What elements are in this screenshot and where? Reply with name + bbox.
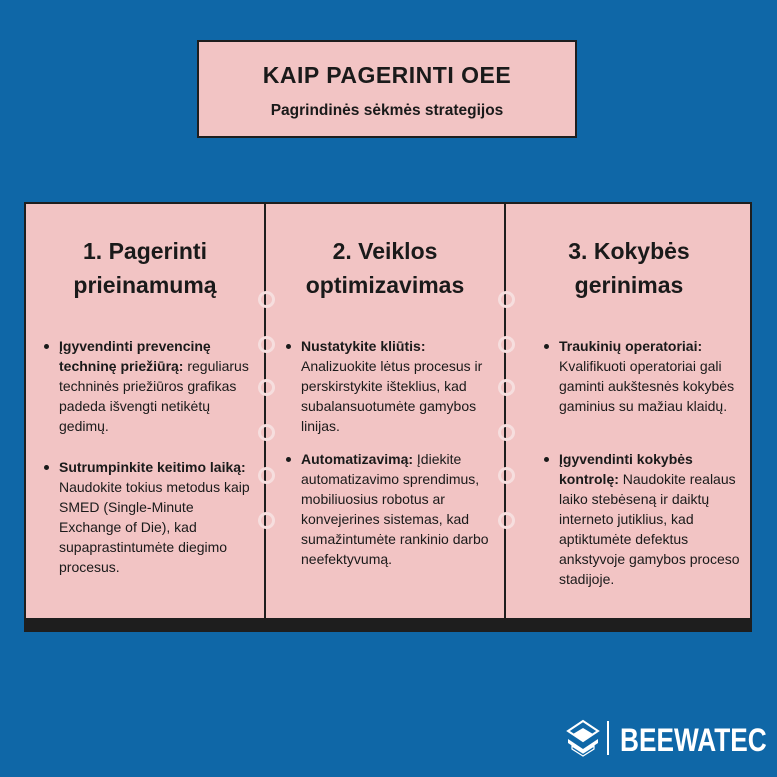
column-heading [506, 234, 752, 302]
column-heading [26, 234, 264, 302]
binder-ring-icon [258, 512, 275, 529]
binder-ring-icon [498, 291, 515, 308]
column-heading-line2: gerinimas [574, 272, 684, 298]
list-item [301, 449, 491, 569]
binder-ring-icon [258, 291, 275, 308]
bullet-list [59, 336, 255, 577]
list-item [559, 336, 741, 416]
column-heading-line2: prieinamumą [73, 272, 217, 298]
list-item-text: Naudokite tokius metodus kaip SMED (Single-Minute Exchange of Die), kad supaprastintumėte diegimo procesus. [59, 479, 250, 575]
binder-ring-icon [498, 467, 515, 484]
logo-divider [607, 721, 609, 755]
brand-name: BEEWATEC [620, 722, 767, 758]
bullet-list [559, 336, 741, 589]
column-heading-line1: 2. Veiklos [332, 238, 438, 264]
binder-ring-icon [498, 512, 515, 529]
binder-ring-icon [498, 336, 515, 353]
brand-logo [566, 717, 767, 761]
list-item [59, 336, 255, 436]
column-heading-line1: 1. Pagerinti [83, 238, 207, 264]
list-item-text: Kvalifikuoti operatoriai gali gaminti aukštesnės kokybės gaminius su mažiau klaidų. [559, 358, 735, 414]
binder-ring-icon [498, 379, 515, 396]
list-item [301, 336, 491, 436]
list-item-text: Analizuokite lėtus procesus ir perskirstykite išteklius, kad subalansuotumėte gamybos linijas. [301, 358, 483, 434]
list-item-bold: Nustatykite kliūtis: [301, 338, 426, 354]
binder-ring-icon [258, 467, 275, 484]
diamond-layers-icon [566, 719, 600, 759]
bullet-list [301, 336, 491, 569]
binder-ring-icon [258, 336, 275, 353]
binder-ring-icon [258, 424, 275, 441]
list-item-text: reguliarus techninės priežiūros grafikas padeda išvengti netikėtų gedimų. [59, 358, 249, 434]
column-heading [266, 234, 504, 302]
list-item-bold: Automatizavimą: [301, 451, 414, 467]
column-quality [506, 202, 752, 618]
panel-bottom-bar [24, 618, 752, 632]
page-title: KAIP PAGERINTI OEE [262, 62, 512, 88]
list-item-bold: Įgyvendinti prevencinę techninę priežiūrą: [59, 338, 211, 374]
column-operations [266, 202, 504, 618]
list-item-bold: Sutrumpinkite keitimo laiką: [59, 459, 246, 475]
column-heading-line1: 3. Kokybės [568, 238, 690, 264]
list-item [59, 457, 255, 577]
column-heading-line2: optimizavimas [305, 272, 465, 298]
column-availability [26, 202, 264, 618]
title-box [197, 40, 577, 138]
binder-ring-icon [258, 379, 275, 396]
list-item-text: Įdiekite automatizavimo sprendimus, mobiliuosius robotus ar konvejerines sistemas, kad sumažintumėte rankinio darbo neefektyvumą. [301, 451, 489, 567]
list-item-bold: Įgyvendinti kokybės kontrolę: [559, 451, 693, 487]
page-subtitle: Pagrindinės sėkmės strategijos [270, 102, 504, 119]
list-item-bold: Traukinių operatoriai: [559, 338, 703, 354]
list-item-text: Naudokite realaus laiko stebėseną ir daiktų interneto jutiklius, kad aptiktumėte defektus ankstyvoje gamybos proceso stadijoje. [559, 471, 740, 587]
binder-ring-icon [498, 424, 515, 441]
list-item [559, 449, 741, 589]
